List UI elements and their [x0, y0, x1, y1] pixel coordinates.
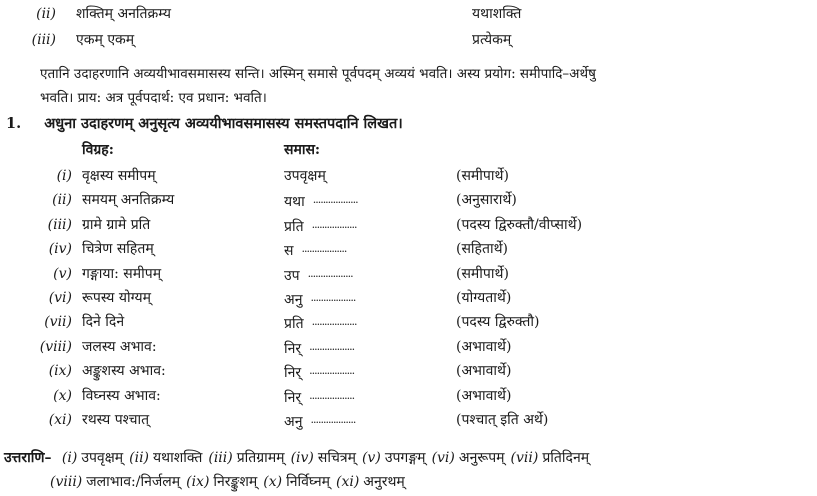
- row-samasa: [284, 264, 353, 286]
- answer-number: (x): [263, 474, 283, 490]
- blank-dots: ..................: [309, 339, 355, 353]
- row-samasa: [284, 386, 354, 408]
- row-number: (i): [56, 168, 72, 184]
- blank-dots: ..................: [301, 242, 347, 256]
- row-meaning: (अभावार्थे): [456, 387, 512, 404]
- answer-number: (ix): [186, 474, 210, 490]
- answer-text: प्रतिदिनम्: [542, 450, 590, 466]
- row-meaning: (अभावार्थे): [456, 363, 512, 380]
- answer-item: [511, 450, 590, 466]
- row-meaning: (अनुसारार्थे): [456, 192, 517, 209]
- row-vigraha: चित्रेण सहितम्: [82, 241, 154, 258]
- row-number: (vii): [44, 314, 72, 331]
- blank-dots: ..................: [309, 364, 355, 378]
- answers-line-2: [44, 472, 405, 492]
- row-vigraha: दिने दिने: [82, 314, 125, 331]
- answer-number: (v): [361, 450, 381, 466]
- paragraph-line-2: भवति। प्राय: अत्र पूर्वपदार्थ: एव प्रधान: भवति।: [40, 90, 267, 106]
- blank-dots: ..................: [310, 291, 356, 304]
- row-vigraha: गङ्गाया: समीपम्: [82, 265, 162, 282]
- answer-number: (viii): [50, 474, 83, 490]
- answer-item: [362, 450, 426, 466]
- row-samasa-prefix: प्रति: [284, 218, 304, 235]
- example-row-iii: [0, 30, 512, 50]
- row-samasa: [284, 166, 326, 186]
- blank-dots: ..................: [311, 217, 357, 231]
- answer-item: [186, 474, 257, 490]
- blank-dots: ..................: [311, 315, 357, 329]
- answer-item: [263, 474, 330, 490]
- row-samasa: [284, 215, 357, 237]
- answer-number: (iv): [290, 450, 314, 466]
- answer-text: उपवृक्षम्: [81, 450, 124, 466]
- row-samasa: [284, 239, 346, 261]
- row-samasa: [284, 361, 354, 383]
- row-samasa-prefix: उप: [284, 267, 300, 284]
- answers-list-2: [44, 474, 405, 490]
- row-samasa-prefix: स: [284, 243, 294, 260]
- row-number: (x): [53, 387, 72, 404]
- row-samasa: [284, 337, 354, 359]
- row-number: (ii): [52, 192, 72, 209]
- row-vigraha: रथस्य पश्चात्: [82, 412, 150, 428]
- blank-dots: ..................: [307, 266, 353, 280]
- answers-label: उत्तराणि–: [4, 450, 52, 466]
- example-number: (ii): [36, 6, 56, 22]
- row-meaning: (पदस्य द्विरुक्तौ): [456, 314, 540, 331]
- answer-text: यथाशक्ति: [153, 450, 203, 466]
- answer-item: [291, 450, 356, 466]
- row-meaning: (समीपार्थे): [456, 168, 509, 184]
- row-vigraha: वृक्षस्य समीपम्: [82, 168, 156, 184]
- answer-text: अनुरूपम्: [458, 450, 505, 466]
- row-samasa-prefix: अनु: [284, 292, 303, 308]
- row-samasa-prefix: अनु: [284, 414, 303, 430]
- row-vigraha: जलस्य अभाव:: [82, 338, 157, 355]
- row-samasa: [284, 312, 357, 334]
- row-vigraha: ग्रामे ग्रामे प्रति: [82, 216, 151, 233]
- row-samasa: [284, 190, 358, 212]
- answer-item: [50, 474, 180, 490]
- row-meaning: (योग्यतार्थे): [456, 290, 512, 306]
- row-vigraha: रूपस्य योग्यम्: [82, 290, 152, 306]
- blank-dots: ..................: [310, 413, 356, 426]
- row-samasa: [284, 288, 355, 310]
- answer-text: निर्विघ्नम्: [286, 474, 330, 490]
- answer-text: निरङ्कुशम्: [213, 474, 258, 490]
- answer-text: प्रतिग्रामम्: [236, 450, 285, 466]
- answers-line-1: [4, 448, 589, 468]
- row-vigraha: विघ्नस्य अभाव:: [82, 387, 161, 404]
- row-number: (v): [53, 265, 72, 282]
- answer-item: [208, 450, 284, 466]
- blank-dots: ..................: [312, 193, 358, 207]
- answer-number: (i): [61, 450, 78, 466]
- question-heading: [6, 114, 403, 134]
- row-samasa-prefix: निर्: [284, 365, 302, 382]
- answer-text: सचित्रम्: [317, 450, 356, 466]
- paragraph-line-1: एतानि उदाहरणानि अव्ययीभावसमासस्य सन्ति। अस्मिन् समासे पूर्वपदम् अव्ययं भवति। अस्य प्रयोग: समीपादि–अर्थेषु: [40, 66, 596, 82]
- row-meaning: (सहितार्थे): [456, 241, 508, 258]
- question-text: अधुना उदाहरणम् अनुसृत्य अव्ययीभावसमासस्य समस्तपदानि लिखत।: [44, 115, 403, 132]
- example-row-ii: [0, 4, 522, 24]
- example-vigraha: शक्तिम् अनतिक्रम्य: [76, 6, 171, 22]
- answers-list-1: [56, 450, 589, 466]
- answer-item: [336, 474, 405, 490]
- row-samasa-prefix: उपवृक्षम्: [284, 168, 326, 184]
- row-number: (xi): [48, 412, 72, 428]
- row-number: (iv): [48, 241, 72, 258]
- answer-text: उपगङ्गम्: [384, 450, 426, 466]
- row-meaning: (पश्चात् इति अर्थे): [456, 412, 549, 428]
- row-number: (ix): [48, 363, 72, 380]
- row-number: (iii): [47, 216, 72, 233]
- answer-item: [62, 450, 123, 466]
- row-meaning: (समीपार्थे): [456, 265, 509, 282]
- answer-text: जलाभाव:/निर्जलम्: [86, 474, 181, 490]
- samasa-header: समास:: [284, 142, 321, 158]
- row-meaning: (अभावार्थे): [456, 338, 512, 355]
- example-samasa: प्रत्येकम्: [472, 32, 512, 48]
- answer-number: (xi): [336, 474, 360, 490]
- blank-dots: ..................: [309, 388, 355, 402]
- answer-item: [129, 450, 202, 466]
- answer-number: (ii): [129, 450, 150, 466]
- row-samasa: [284, 410, 355, 432]
- answer-number: (vi): [431, 450, 455, 466]
- answer-text: अनुरथम्: [363, 474, 405, 490]
- row-number: (viii): [39, 338, 72, 355]
- row-number: (vi): [48, 290, 72, 306]
- vigraha-header: विग्रह:: [82, 142, 114, 158]
- row-samasa-prefix: निर्: [284, 389, 302, 406]
- question-number: 1.: [6, 115, 22, 132]
- example-samasa: यथाशक्ति: [472, 6, 522, 22]
- answer-item: [432, 450, 505, 466]
- answer-number: (vii): [510, 450, 539, 466]
- row-vigraha: अङ्कुशस्य अभाव:: [82, 363, 166, 380]
- answer-number: (iii): [208, 450, 233, 466]
- row-samasa-prefix: प्रति: [284, 316, 304, 333]
- row-samasa-prefix: निर्: [284, 340, 302, 357]
- row-meaning: (पदस्य द्विरुक्तौ/वीप्सार्थे): [456, 216, 583, 233]
- example-vigraha: एकम् एकम्: [76, 32, 135, 48]
- row-vigraha: समयम् अनतिक्रम्य: [82, 192, 175, 209]
- row-samasa-prefix: यथा: [284, 194, 305, 211]
- example-number: (iii): [31, 32, 56, 48]
